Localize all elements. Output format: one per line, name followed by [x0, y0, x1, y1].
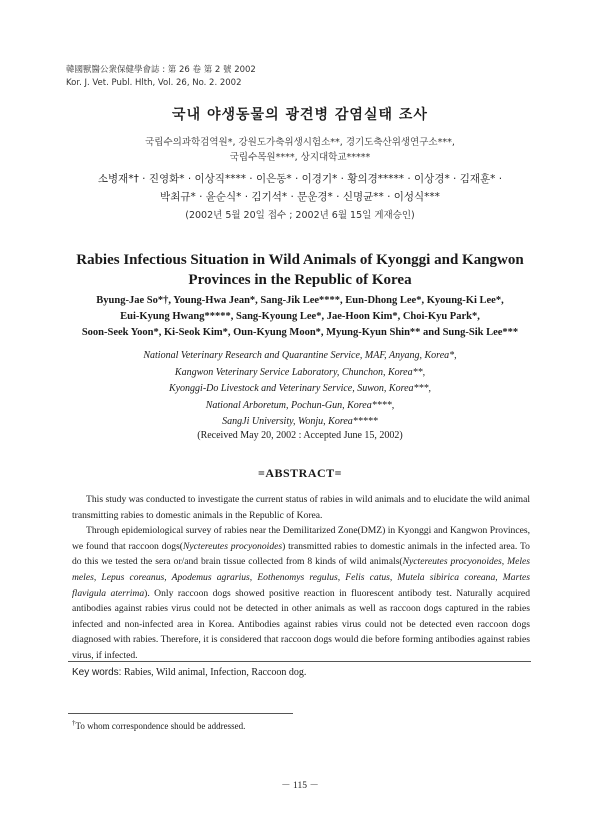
- english-affil-line: National Veterinary Research and Quarantine Service, MAF, Anyang, Korea*,: [143, 350, 457, 361]
- korean-received-date: (2002년 5월 20일 접수 ; 2002년 6월 15일 게재승인): [185, 210, 415, 221]
- english-affiliations: [40, 348, 560, 431]
- abstract-text: Through epidemiological survey of rabies near the Demilitarized Zone(DMZ) in Kyonggi and Kangwon Provinces, we found that raccoon dogs(: [72, 525, 530, 552]
- english-affil-line: Kyonggi-Do Livestock and Veterinary Service, Suwon, Korea***,: [168, 383, 432, 394]
- keywords-text: Rabies, Wild animal, Infection, Raccoon dog.: [121, 667, 307, 678]
- species-list: Nyctereutes procyonoides, Meles meles, Lepus coreanus, Apodemus agrarius, Eothenomys regulus, Felis catus, Mutela sibirica coreana, Martes flavigula aterrima: [72, 556, 530, 599]
- english-author-line: Byung-Jae So*†, Young-Hwa Jean*, Sang-Jik Lee****, Eun-Dhong Lee*, Kyoung-Ki Lee*,: [96, 295, 504, 306]
- korean-title: 국내 야생동물의 광견병 감염실태 조사: [172, 107, 428, 123]
- korean-affil-line: 국립수목원****, 상지대학교*****: [229, 152, 371, 163]
- keywords: [72, 667, 530, 678]
- korean-authors: [0, 170, 600, 206]
- abstract-body: [72, 492, 530, 664]
- english-received-date: (Received May 20, 2002 : Accepted June 15, 2002): [197, 430, 403, 441]
- english-author-line: Eui-Kyung Hwang*****, Sang-Kyoung Lee*, Jae-Hoon Kim*, Choi-Kyu Park*,: [120, 311, 480, 322]
- korean-affiliations: [0, 135, 600, 165]
- abstract-divider: [68, 661, 531, 662]
- footnote: [72, 719, 245, 731]
- page-number: － 115 －: [281, 781, 319, 791]
- korean-author-line: 소병재*† · 진영화* · 이상직**** · 이은동* · 이경기* · 황의경***** · 이상경* · 김재훈* ·: [97, 173, 503, 185]
- footnote-divider: [68, 713, 293, 714]
- keywords-label: Key words:: [72, 667, 122, 678]
- footnote-text: To whom correspondence should be addressed.: [75, 721, 246, 731]
- abstract-text: ) transmitted rabies to domestic animals in the infected area. To do this we tested the sera or/and brain tissue collected from 8 kinds of wild animals(: [72, 540, 530, 568]
- english-title-line: Provinces in the Republic of Korea: [188, 272, 412, 288]
- footnote-mark: †: [72, 719, 76, 727]
- abstract-paragraph: [72, 523, 530, 663]
- journal-header: [66, 64, 256, 90]
- abstract-heading: =ABSTRACT=: [257, 466, 343, 480]
- journal-name-korean: 韓國獸醫公衆保健學會誌 : 第 26 卷 第 2 號 2002: [66, 65, 256, 75]
- english-title-line: Rabies Infectious Situation in Wild Animals of Kyonggi and Kangwon: [76, 252, 524, 268]
- journal-name-english: Kor. J. Vet. Publ. Hlth, Vol. 26, No. 2. 2002: [66, 78, 242, 88]
- english-author-line: Soon-Seek Yoon*, Ki-Seok Kim*, Oun-Kyung Moon*, Myung-Kyun Shin** and Sung-Sik Lee***: [81, 327, 519, 338]
- english-affil-line: Kangwon Veterinary Service Laboratory, Chunchon, Korea**,: [174, 366, 426, 378]
- abstract-text: ). Only raccoon dogs showed positive reaction in fluorescent antibody test. Naturally acquired antibodies against rabies virus could not be detected in other animals as well as raccoon dogs captured in the rabies infected and non-infected area in Korea. Antibodies against rabies virus could not be detected even raccoon dogs diagnosed with rabies. Therefore, it is considered that raccoon dogs would die before forming antibodies against rabies virus, if infected.: [72, 587, 530, 661]
- korean-author-line: 박최규* · 윤순식* · 김기석* · 문운경* · 신명균** · 이성식***: [160, 191, 440, 203]
- korean-affil-line: 국립수의과학검역원*, 강원도가축위생시험소**, 경기도축산위생연구소***,: [145, 137, 455, 148]
- english-affil-line: National Arboretum, Pochun-Gun, Korea****,: [205, 399, 395, 411]
- species-name: Nyctereutes procyonoides: [183, 540, 283, 552]
- english-title: [40, 250, 560, 290]
- abstract-paragraph: This study was conducted to investigate the current status of rabies in wild animals and to elucidate the wild animal transmitting rabies to domestic animals in the Republic of Korea.: [72, 494, 530, 521]
- english-affil-line: SangJi University, Wonju, Korea*****: [222, 416, 378, 427]
- english-authors: [40, 293, 560, 341]
